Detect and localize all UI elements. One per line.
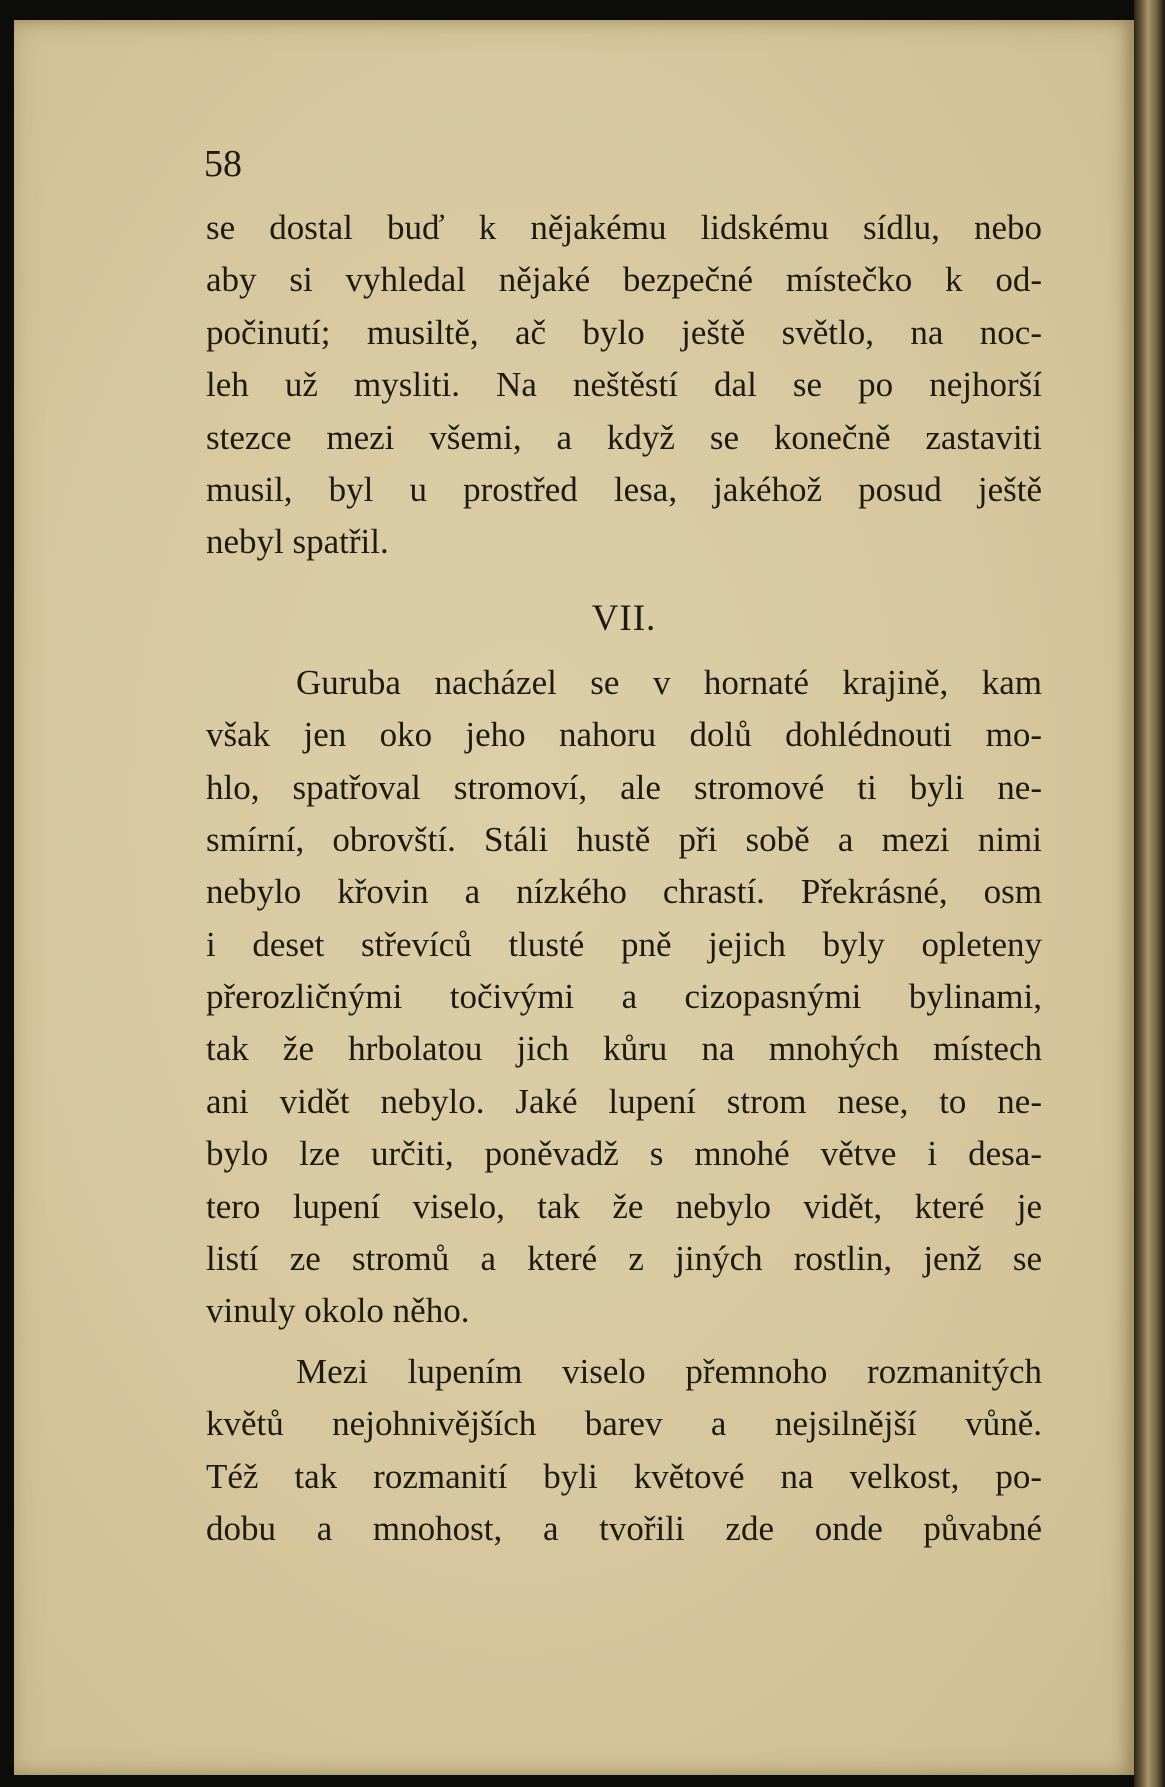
- text-line: nebyl spatřil.: [206, 522, 389, 562]
- paragraph-3: [206, 1346, 1042, 1556]
- text-line: se dostal buď k nějakému lidskému sídlu, nebo: [206, 208, 1042, 247]
- book-page: [14, 20, 1134, 1775]
- text-line: tak že hrbolatou jich kůru na mnohých místech: [206, 1029, 1042, 1069]
- text-line: Guruba nacházel se v hornaté krajině, kam: [296, 662, 1042, 702]
- text-block: [206, 202, 1042, 1555]
- text-line: leh už mysliti. Na neštěstí dal se po nejhorší: [206, 365, 1042, 405]
- paragraph-1: [206, 202, 1042, 569]
- text-line: však jen oko jeho nahoru dolů dohlédnouti mo-: [206, 715, 1042, 755]
- text-line: musil, byl u prostřed lesa, jakéhož posud ještě: [206, 469, 1042, 509]
- text-line: vinuly okolo něho.: [206, 1291, 470, 1331]
- text-line: nebylo křovin a nízkého chrastí. Překrásné, osm: [206, 872, 1042, 912]
- text-line: stezce mezi všemi, a když se konečně zastaviti: [206, 417, 1042, 457]
- text-line: hlo, spatřoval stromoví, ale stromové ti byli ne-: [206, 767, 1042, 807]
- text-line: přerozličnými točivými a cizopasnými bylinami,: [206, 977, 1042, 1017]
- text-line: počinutí; musiltě, ač bylo ještě světlo, na noc-: [206, 312, 1042, 352]
- chapter-heading: VII.: [591, 597, 657, 639]
- text-line: listí ze stromů a které z jiných rostlin, jenž se: [206, 1239, 1042, 1279]
- text-line: tero lupení viselo, tak že nebylo vidět, které je: [206, 1186, 1042, 1226]
- text-line: Též tak rozmanití byli květové na velkost, po-: [206, 1456, 1042, 1496]
- text-line: dobu a mnohost, a tvořili zde onde půvabné: [206, 1508, 1042, 1548]
- paragraph-2: [206, 657, 1042, 1338]
- page-number: 58: [204, 143, 242, 185]
- text-line: aby si vyhledal nějaké bezpečné místečko k od-: [206, 260, 1042, 300]
- text-line: Mezi lupením viselo přemnoho rozmanitých: [296, 1351, 1042, 1391]
- text-line: květů nejohnivějších barev a nejsilnější vůně.: [206, 1404, 1042, 1444]
- book-spine-edge: [1134, 0, 1165, 1787]
- text-line: ani vidět nebylo. Jaké lupení strom nese, to ne-: [206, 1081, 1042, 1121]
- text-line: bylo lze určiti, poněvadž s mnohé větve i desa-: [206, 1134, 1042, 1174]
- text-line: i deset střevíců tlusté pně jejich byly opleteny: [206, 924, 1042, 964]
- text-line: smírní, obrovští. Stáli hustě při sobě a mezi nimi: [206, 819, 1042, 859]
